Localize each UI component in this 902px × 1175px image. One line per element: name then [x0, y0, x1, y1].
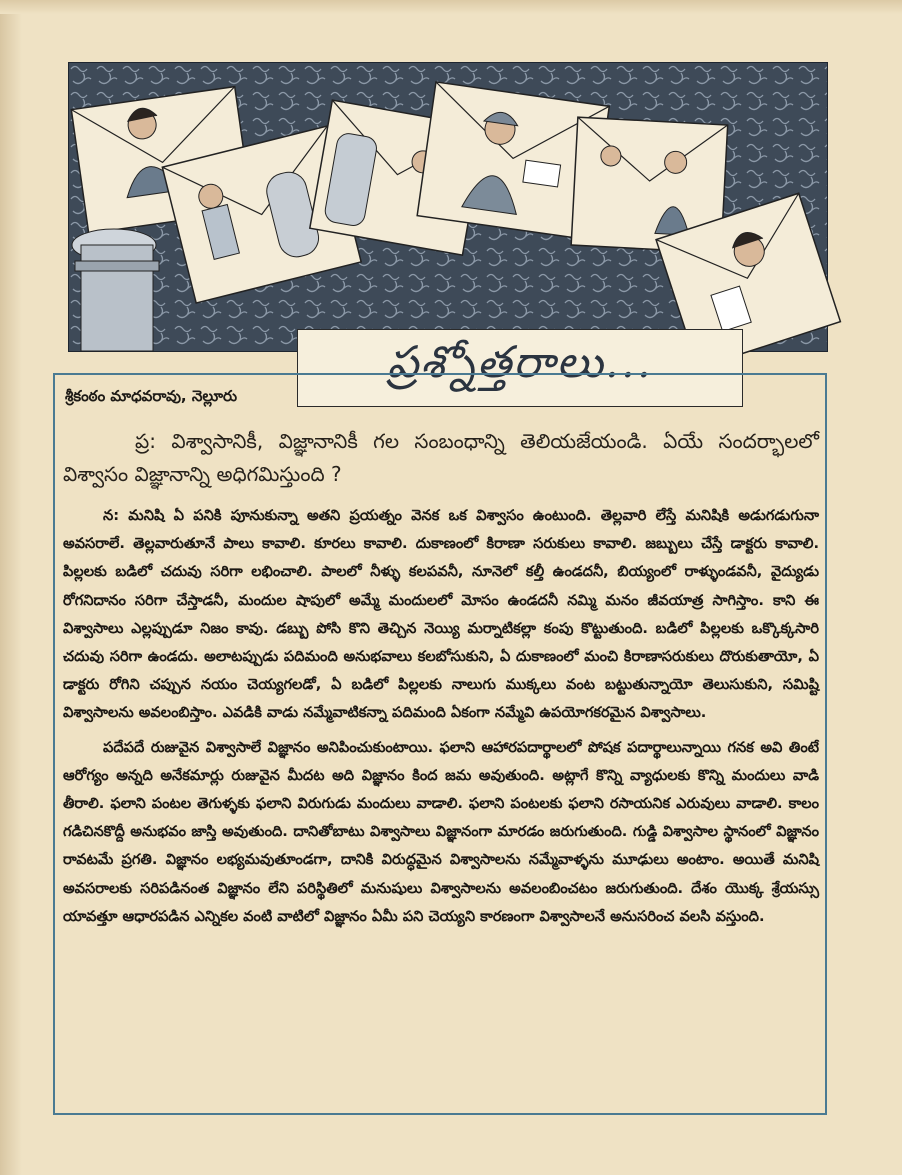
page-title: ప్రశ్నోత్తరాలు... — [387, 337, 653, 388]
header-illustration — [68, 62, 828, 388]
answer-paragraph: పదేపదే రుజువైన విశ్వాసాలే విజ్ఞానం అనిపించుకుంటాయి. ఫలాని ఆహారపదార్థాలలో పోషక పదార్థాలున్నాయి గనక అవి తింటే ఆరోగ్యం అన్నది అనేకమార్లు రుజువైన మీదట అది విజ్ఞానం కింద జమ అవుతుంది. అట్లాగే కొన్ని వ్యాధులకు కొన్ని మందులు వాడి తీరాలి. ఫలాని పంటల తెగుళ్ళకు ఫలాని విరుగుడు మందులు వాడాలి. ఫలాని పంటలకు ఫలాని రసాయనిక ఎరువులు వాడాలి. కాలం గడిచినకొద్దీ అనుభవం జాస్తి అవుతుంది. దానితోబాటు విశ్వాసాలు విజ్ఞానంగా మారడం జరుగుతుంది. గుడ్డి విశ్వాసాల స్థానంలో విజ్ఞానం రావటమే ప్రగతి. విజ్ఞానం లభ్యమవుతూండగా, దానికి విరుద్ధమైన విశ్వాసాలను నమ్మేవాళ్ళను మూఢులు అంటాం. అయితే మనిషి అవసరాలకు సరిపడినంత విజ్ఞానం లేని పరిస్థితిలో మనుషులు విశ్వాసాలను అవలంబించటం జరుగుతుంది. దేశం యొక్క శ్రేయస్సు యావత్తూ ఆధారపడిన ఎన్నికల వంటి వాటిలో విజ్ఞానం ఏమీ పని చెయ్యని కారణంగా విశ్వాసాలనే అనుసరించ వలసి వస్తుంది. — [63, 738, 819, 925]
question-text: ప్ర: విశ్వాసానికీ, విజ్ఞానానికీ గల సంబంధాన్ని తెలియజేయండి. ఏయే సందర్భాలలో విశ్వాసం విజ్ఞానాన్ని అధిగమిస్తుంది ? — [63, 429, 819, 486]
answer-text — [63, 502, 819, 931]
page-top-shadow — [0, 0, 902, 14]
pillar-postbox — [72, 229, 159, 351]
qa-panel — [53, 373, 827, 1115]
page-edge-shadow — [0, 0, 22, 1175]
byline: శ్రీకంఠం మాధవరావు, నెల్లూరు — [65, 387, 238, 405]
letters-illustration — [69, 63, 827, 351]
answer-paragraph: న: మనిషి ఏ పనికి పూనుకున్నా అతని ప్రయత్నం వెనక ఒక విశ్వాసం ఉంటుంది. తెల్లవారి లేస్తే మనిషికి అడుగడుగునా అవసరాలే. తెల్లవారుతూనే పాలు కావాలి. కూరలు కావాలి. దుకాణంలో కిరాణా సరుకులు కావాలి. జబ్బులు చేస్తే డాక్టరు కావాలి. పిల్లలకు బడిలో చదువు సరిగా లభించాలి. పాలలో నీళ్ళు కలపవనీ, నూనెలో కల్తీ ఉండదనీ, బియ్యంలో రాళ్ళుండవనీ, వైద్యుడు రోగనిదానం సరిగా చేస్తాడనీ, మందుల షాపులో అమ్మే మందులలో మోసం ఉండదనీ నమ్మి మనం జీవయాత్ర సాగిస్తాం. కాని ఈ విశ్వాసాలు ఎల్లప్పుడూ నిజం కావు. డబ్బు పోసి కొని తెచ్చిన నెయ్యి మర్నాటికల్లా కంపు కొట్టుతుంది. బడిలో పిల్లలకు ఒక్కొక్కసారి చదువు సరిగా ఉండదు. అలాటప్పుడు పదిమంది అనుభవాలు కలబోసుకుని, ఏ దుకాణంలో మంచి కిరాణాసరుకులు దొరుకుతాయో, ఏ డాక్టరు రోగిని చప్పున నయం చెయ్యగలడో, ఏ బడిలో పిల్లలకు నాలుగు ముక్కలు వంట బట్టుతున్నాయో తెలుసుకుని, సమిష్టి విశ్వాసాలను అవలంబిస్తాం. ఎవడికి వాడు నమ్మేవాటికన్నా పదిమంది ఏకంగా నమ్మేవి ఉపయోగకరమైన విశ్వాసాలు. — [63, 507, 819, 722]
